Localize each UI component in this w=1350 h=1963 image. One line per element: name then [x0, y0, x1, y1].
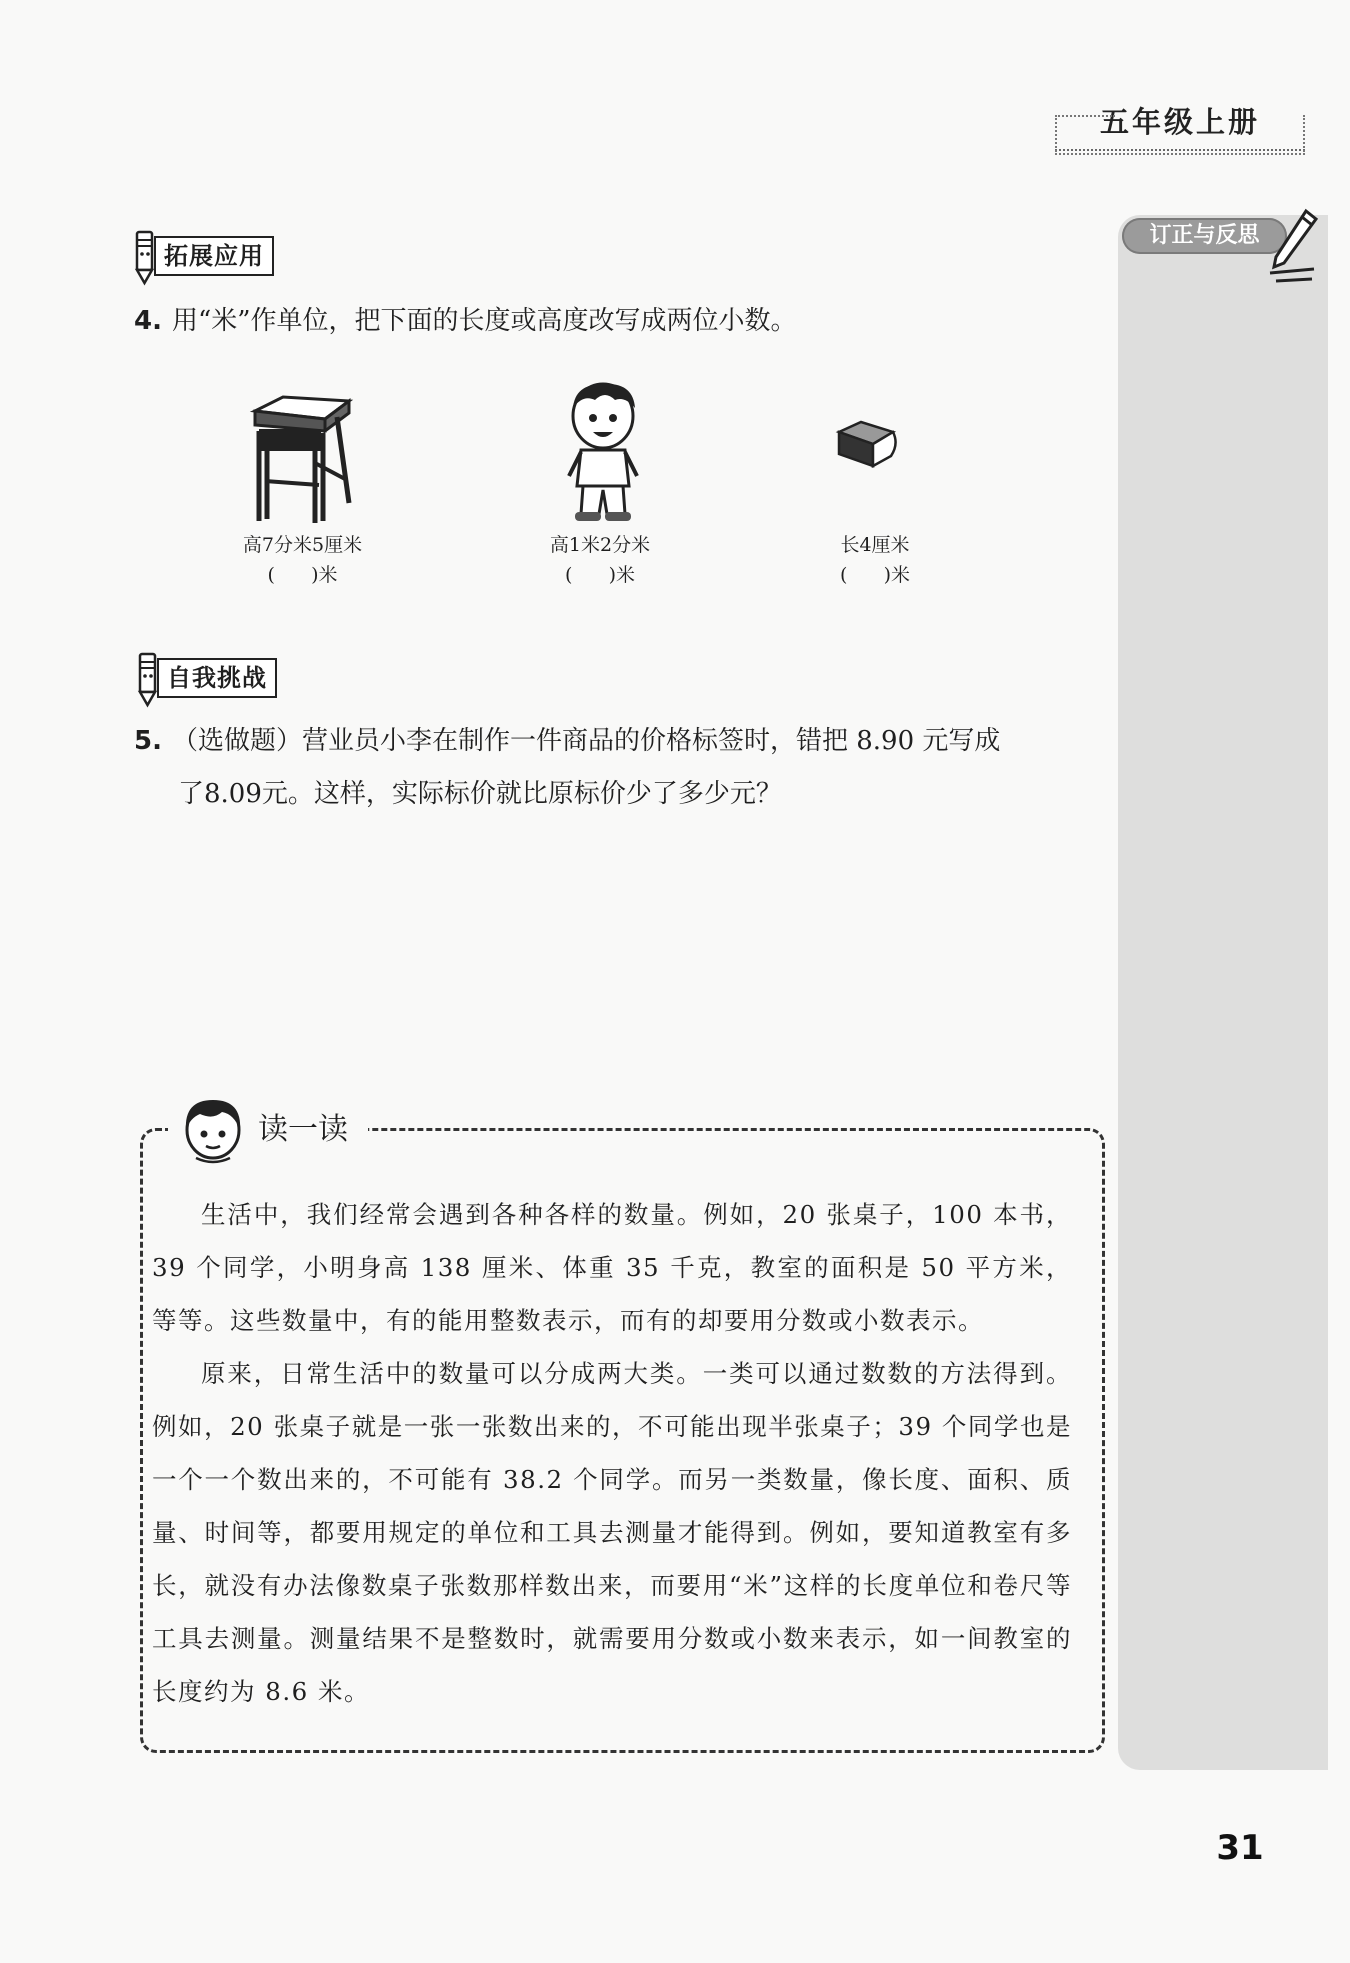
answer-blank[interactable]: ( )米 [839, 564, 911, 586]
section-title: 拓展应用 [154, 236, 274, 276]
reading-paragraph-2: 原来，日常生活中的数量可以分成两大类。一类可以通过数数的方法得到。例如，20 张桌子就是一张一张数出来的，不可能出现半张桌子；39 个同学也是一个一个数出来的，不可能有 38.2 个同学。而另一类数量，像长度、面积、质量、时间等，都要用规定的单位和工具去测量才能得到。例如，要知道教室有多长，就没有办法像数桌子张数那样数出来，而要用“米”这样的长度单位和卷尺等工具去测量。测量结果不是整数时，就需要用分数或小数来表示，如一间教室的长度约为 8.6 米。 [152, 1359, 1072, 1706]
item-1 [225, 530, 380, 590]
eraser-icon [833, 418, 899, 468]
answer-blank[interactable]: ( )米 [564, 564, 636, 586]
item-3 [810, 530, 940, 590]
reading-title: 读一读 [258, 1112, 348, 1147]
question-number: 5. [134, 726, 162, 756]
reading-paragraph-1: 生活中，我们经常会遇到各种各样的数量。例如，20 张桌子，100 本书，39 个同学，小明身高 138 厘米、体重 35 千克，教室的面积是 50 平方米，等等。这些数量中，有的能用整数表示，而有的却要用分数或小数表示。 [152, 1200, 1072, 1335]
pen-writing-icon [1262, 207, 1322, 287]
question-4 [134, 295, 797, 347]
correction-margin-panel [1118, 215, 1328, 1770]
question-text: 用“米”作单位，把下面的长度或高度改写成两位小数。 [171, 306, 797, 336]
reading-text [152, 1188, 1072, 1718]
question-number: 4. [134, 306, 162, 336]
page-number: 31 [1216, 1828, 1264, 1868]
item-2 [525, 530, 675, 590]
girl-avatar-icon [178, 1092, 248, 1167]
side-panel-title: 订正与反思 [1122, 218, 1287, 254]
item-caption: 高7分米5厘米 [242, 534, 363, 556]
item-caption: 长4厘米 [840, 534, 910, 556]
desk-icon [245, 393, 355, 528]
question-5 [134, 715, 1000, 767]
boy-icon [555, 378, 650, 524]
item-caption: 高1米2分米 [549, 534, 651, 556]
question-text-line1: （选做题）营业员小李在制作一件商品的价格标签时，错把 8.90 元写成 [171, 726, 1001, 756]
question-5-line2: 了8.09元。这样，实际标价就比原标价少了多少元？ [178, 779, 782, 809]
grade-label: 五年级上册 [1055, 103, 1305, 151]
section-title: 自我挑战 [157, 658, 277, 698]
answer-blank[interactable]: ( )米 [267, 564, 338, 586]
